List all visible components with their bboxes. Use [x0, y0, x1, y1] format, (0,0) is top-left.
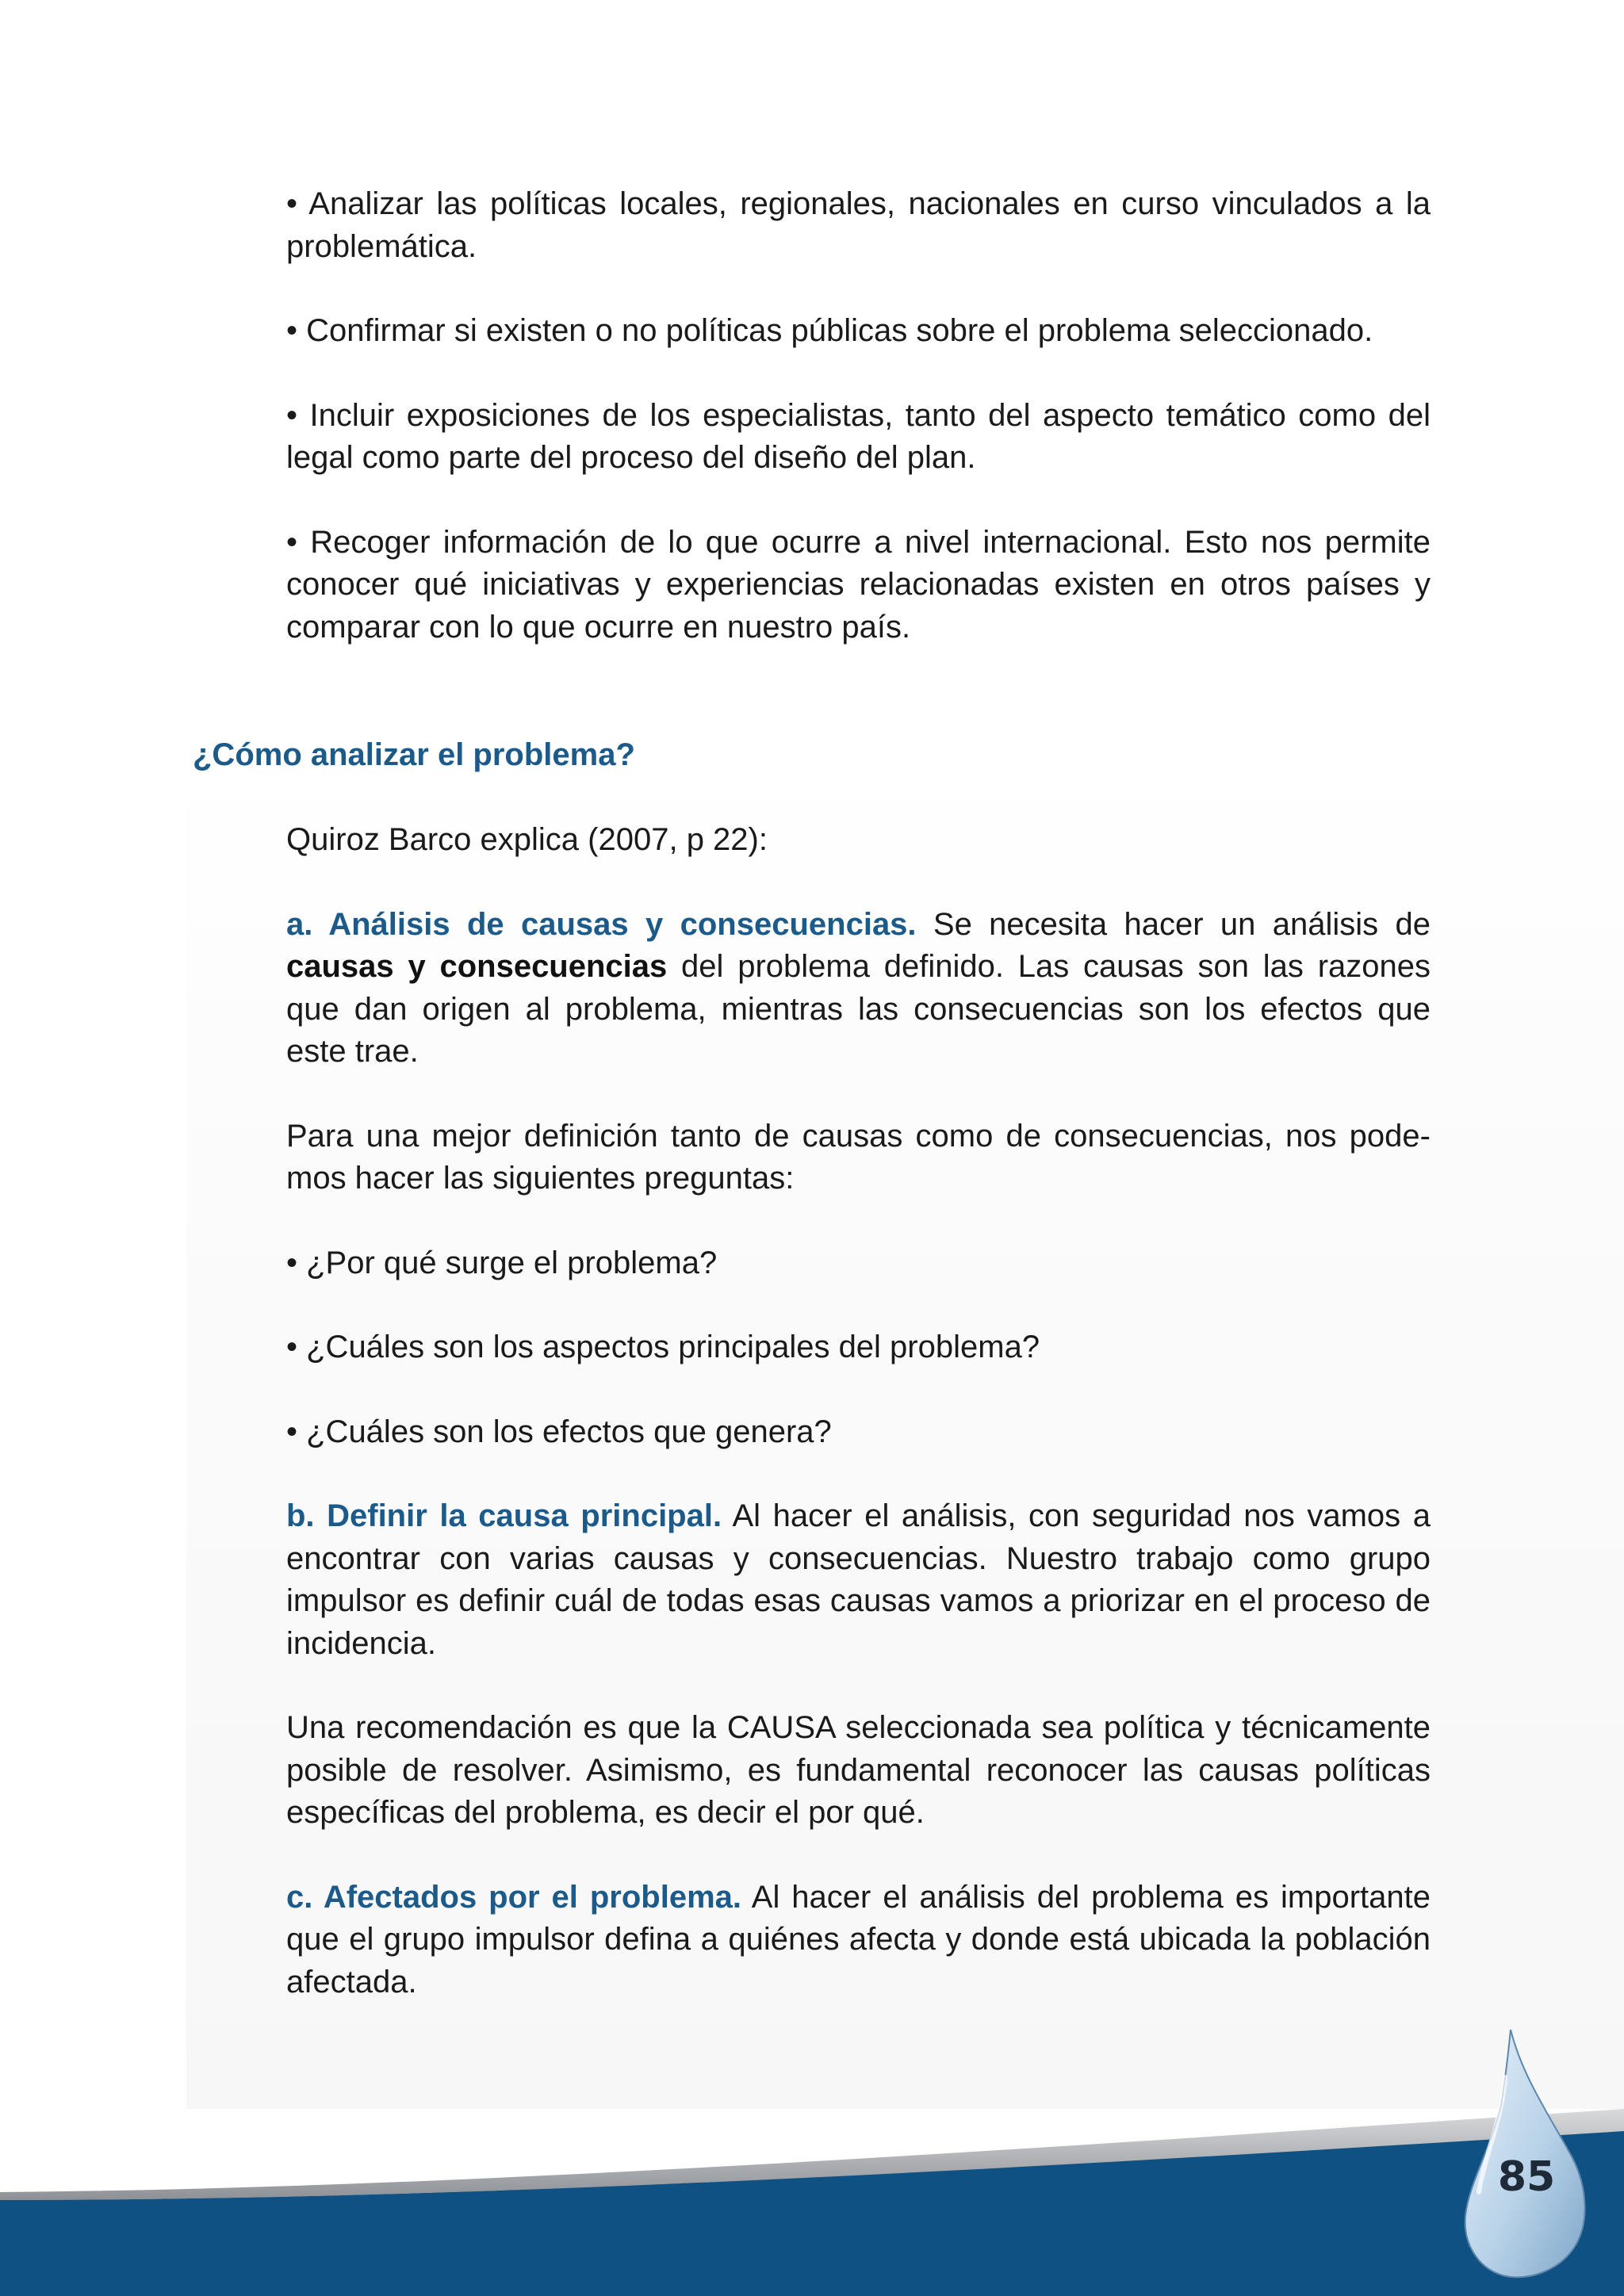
item-b-label: b. Definir la causa principal.	[286, 1498, 722, 1533]
recommendation-paragraph: Una recomendación es que la CAUSA seleccionada sea política y técnicamente posible de resolver. Asimismo, es fundamental reconocer las causas políticas específicas del problema, es decir el por qué.	[286, 1710, 1431, 1830]
item-c-text: Al hacer el análisis del problema es importante que el grupo impulsor defina a quiénes afecta y donde está ubicada la población afectada.	[286, 1879, 1431, 1999]
item-a-text-before: Se necesita hacer un análisis de	[916, 906, 1431, 942]
bullet-item: • Recoger información de lo que ocurre a nivel internacional. Esto nos permite conocer qué iniciativas y experiencias relacionadas existen en otros países y comparar con lo que ocurre en nuestro país.	[286, 524, 1431, 645]
intro-paragraph: Quiroz Barco explica (2007, p 22):	[286, 822, 768, 857]
definition-paragraph: Para una mejor definición tanto de causas como de consecuencias, nos pode- mos hacer las siguientes preguntas:	[286, 1118, 1431, 1196]
bullet-item: • Analizar las políticas locales, regionales, nacionales en curso vinculados a la problemática.	[286, 186, 1431, 264]
item-a-label: a. Análisis de causas y consecuencias.	[286, 906, 917, 942]
item-a-text-after: del problema definido. Las causas son las razones que dan origen al problema, mientras las consecuencias son los efectos que este trae.	[286, 949, 1431, 1069]
footer-band	[0, 2030, 1624, 2296]
question-item: • ¿Cuáles son los efectos que genera?	[286, 1414, 832, 1449]
item-b-paragraph	[286, 1495, 1431, 1665]
bullet-item: • Confirmar si existen o no políticas públicas sobre el problema seleccionado.	[286, 313, 1373, 348]
bullet-item: • Incluir exposiciones de los especialistas, tanto del aspecto temático como del legal como parte del proceso del diseño del plan.	[286, 397, 1431, 475]
section-heading: ¿Cómo analizar el problema?	[193, 737, 635, 772]
question-item: • ¿Por qué surge el problema?	[286, 1245, 718, 1280]
item-c-label: c. Afectados por el problema.	[286, 1879, 742, 1915]
footer-wave-graphic	[0, 2030, 1624, 2296]
item-a-bold: causas y consecuencias	[286, 949, 668, 984]
bullet-list-top	[286, 183, 1431, 649]
page-number: 85	[1497, 2153, 1556, 2201]
question-item: • ¿Cuáles son los aspectos principales del problema?	[286, 1330, 1040, 1364]
section-body	[286, 819, 1431, 2003]
item-a-paragraph	[286, 904, 1431, 1073]
item-c-paragraph	[286, 1877, 1431, 2004]
item-b-text: Al hacer el análisis, con seguridad nos vamos a encontrar con varias causas y consecuencias. Nuestro trabajo como grupo impulsor es definir cuál de todas esas causas vamos a priorizar en el proceso de incidencia.	[286, 1498, 1431, 1661]
